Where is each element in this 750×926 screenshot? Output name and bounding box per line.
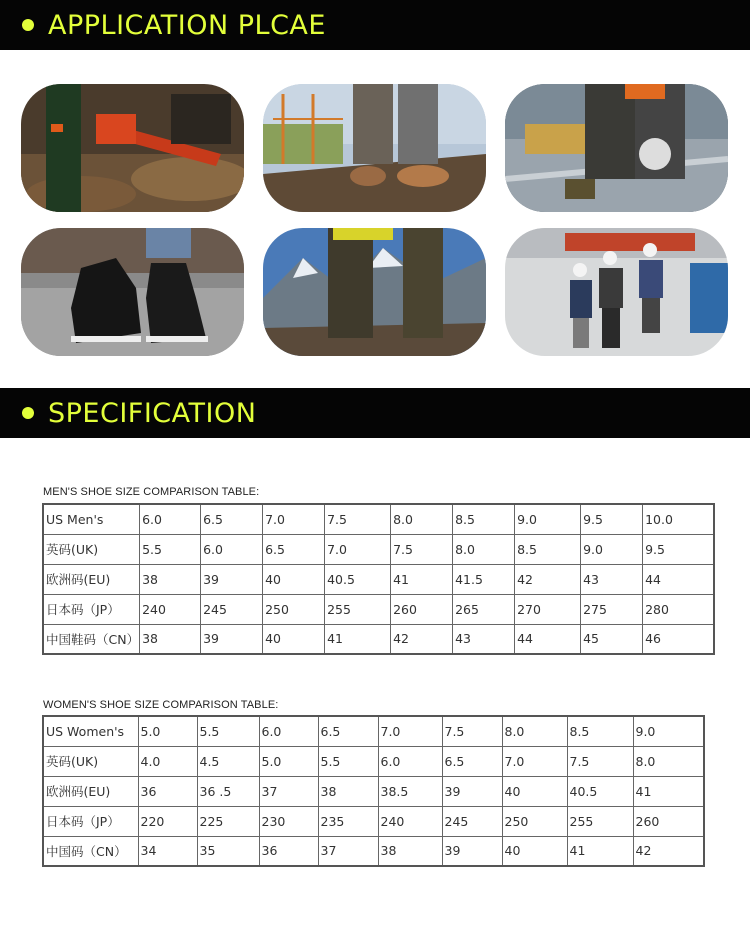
size-cell: 8.0: [391, 504, 453, 534]
size-cell: 40.5: [567, 776, 633, 806]
size-cell: 41: [325, 624, 391, 654]
row-header-cell: 中国码（CN）: [43, 836, 138, 866]
grinder-cutting-photo: [505, 84, 728, 212]
size-cell: 43: [453, 624, 515, 654]
size-cell: 4.0: [138, 746, 197, 776]
size-cell: 36: [138, 776, 197, 806]
size-cell: 42: [515, 564, 581, 594]
size-cell: 8.5: [453, 504, 515, 534]
row-header-cell: 英码(UK): [43, 534, 140, 564]
table-row: [43, 746, 704, 776]
size-cell: 9.0: [515, 504, 581, 534]
row-header-cell: 英码(UK): [43, 746, 138, 776]
size-cell: 7.5: [325, 504, 391, 534]
size-cell: 6.0: [140, 504, 201, 534]
size-cell: 45: [581, 624, 643, 654]
factory-workers-photo: [505, 228, 728, 356]
size-cell: 7.5: [567, 746, 633, 776]
size-cell: 38: [140, 624, 201, 654]
size-cell: 5.5: [197, 716, 259, 746]
size-cell: 41: [391, 564, 453, 594]
size-cell: 280: [643, 594, 714, 624]
size-cell: 250: [502, 806, 567, 836]
size-cell: 245: [201, 594, 263, 624]
size-cell: 8.0: [453, 534, 515, 564]
size-cell: 6.5: [442, 746, 502, 776]
size-cell: 37: [259, 776, 318, 806]
size-cell: 265: [453, 594, 515, 624]
bullet-dot-icon: [22, 407, 34, 419]
size-cell: 220: [138, 806, 197, 836]
row-header-cell: US Women's: [43, 716, 138, 746]
table-row: [43, 624, 714, 654]
size-cell: 40: [502, 776, 567, 806]
size-cell: 36 .5: [197, 776, 259, 806]
size-cell: 41: [567, 836, 633, 866]
size-cell: 38: [318, 776, 378, 806]
size-cell: 34: [138, 836, 197, 866]
row-header-cell: 日本码（JP）: [43, 806, 138, 836]
size-cell: 40.5: [325, 564, 391, 594]
size-cell: 42: [633, 836, 704, 866]
size-cell: 7.5: [391, 534, 453, 564]
specification-banner: [0, 388, 750, 438]
table-row: [43, 594, 714, 624]
row-header-cell: US Men's: [43, 504, 140, 534]
size-cell: 38: [140, 564, 201, 594]
size-cell: 5.0: [259, 746, 318, 776]
size-cell: 38.5: [378, 776, 442, 806]
sport-shoes-photo: [21, 228, 244, 356]
size-cell: 42: [391, 624, 453, 654]
size-cell: 43: [581, 564, 643, 594]
size-cell: 8.0: [502, 716, 567, 746]
size-cell: 6.0: [259, 716, 318, 746]
size-cell: 240: [378, 806, 442, 836]
section-title: APPLICATION PLCAE: [48, 9, 326, 41]
size-cell: 225: [197, 806, 259, 836]
size-cell: 245: [442, 806, 502, 836]
size-cell: 7.0: [378, 716, 442, 746]
size-cell: 41.5: [453, 564, 515, 594]
size-cell: 6.5: [263, 534, 325, 564]
table-row: [43, 564, 714, 594]
mountain-hiking-photo: [263, 228, 486, 356]
mens-size-table: [42, 503, 715, 655]
section-title: SPECIFICATION: [48, 397, 257, 429]
size-cell: 275: [581, 594, 643, 624]
size-cell: 8.5: [567, 716, 633, 746]
size-cell: 5.5: [318, 746, 378, 776]
table-row: [43, 534, 714, 564]
size-cell: 6.5: [318, 716, 378, 746]
size-cell: 6.0: [201, 534, 263, 564]
size-cell: 46: [643, 624, 714, 654]
size-cell: 9.5: [643, 534, 714, 564]
size-cell: 41: [633, 776, 704, 806]
size-cell: 9.0: [581, 534, 643, 564]
size-cell: 6.5: [201, 504, 263, 534]
size-cell: 40: [263, 624, 325, 654]
table-row: [43, 504, 714, 534]
table-row: [43, 836, 704, 866]
mens-table-title: MEN'S SHOE SIZE COMPARISON TABLE:: [43, 486, 260, 498]
size-cell: 10.0: [643, 504, 714, 534]
bullet-dot-icon: [22, 19, 34, 31]
row-header-cell: 中国鞋码（CN）: [43, 624, 140, 654]
size-cell: 240: [140, 594, 201, 624]
application-banner: [0, 0, 750, 50]
size-cell: 40: [502, 836, 567, 866]
size-cell: 260: [391, 594, 453, 624]
womens-table-title: WOMEN'S SHOE SIZE COMPARISON TABLE:: [43, 699, 279, 711]
size-cell: 4.5: [197, 746, 259, 776]
size-cell: 8.5: [515, 534, 581, 564]
size-cell: 7.0: [502, 746, 567, 776]
table-row: [43, 776, 704, 806]
row-header-cell: 欧洲码(EU): [43, 564, 140, 594]
size-cell: 9.0: [633, 716, 704, 746]
table-row: [43, 716, 704, 746]
womens-size-table: [42, 715, 705, 867]
size-cell: 255: [325, 594, 391, 624]
size-cell: 6.0: [378, 746, 442, 776]
row-header-cell: 日本码（JP）: [43, 594, 140, 624]
size-cell: 39: [201, 624, 263, 654]
chainsaw-logging-photo: [21, 84, 244, 212]
size-cell: 250: [263, 594, 325, 624]
size-cell: 44: [643, 564, 714, 594]
size-cell: 44: [515, 624, 581, 654]
row-header-cell: 欧洲码(EU): [43, 776, 138, 806]
size-cell: 7.5: [442, 716, 502, 746]
size-cell: 260: [633, 806, 704, 836]
size-cell: 7.0: [325, 534, 391, 564]
size-cell: 270: [515, 594, 581, 624]
size-cell: 5.0: [138, 716, 197, 746]
size-cell: 9.5: [581, 504, 643, 534]
size-cell: 8.0: [633, 746, 704, 776]
size-cell: 40: [263, 564, 325, 594]
size-cell: 38: [378, 836, 442, 866]
size-cell: 255: [567, 806, 633, 836]
table-row: [43, 806, 704, 836]
size-cell: 39: [442, 776, 502, 806]
size-cell: 5.5: [140, 534, 201, 564]
construction-site-photo: [263, 84, 486, 212]
size-cell: 235: [318, 806, 378, 836]
size-cell: 39: [201, 564, 263, 594]
size-cell: 35: [197, 836, 259, 866]
size-cell: 37: [318, 836, 378, 866]
size-cell: 36: [259, 836, 318, 866]
size-cell: 39: [442, 836, 502, 866]
size-cell: 230: [259, 806, 318, 836]
size-cell: 7.0: [263, 504, 325, 534]
